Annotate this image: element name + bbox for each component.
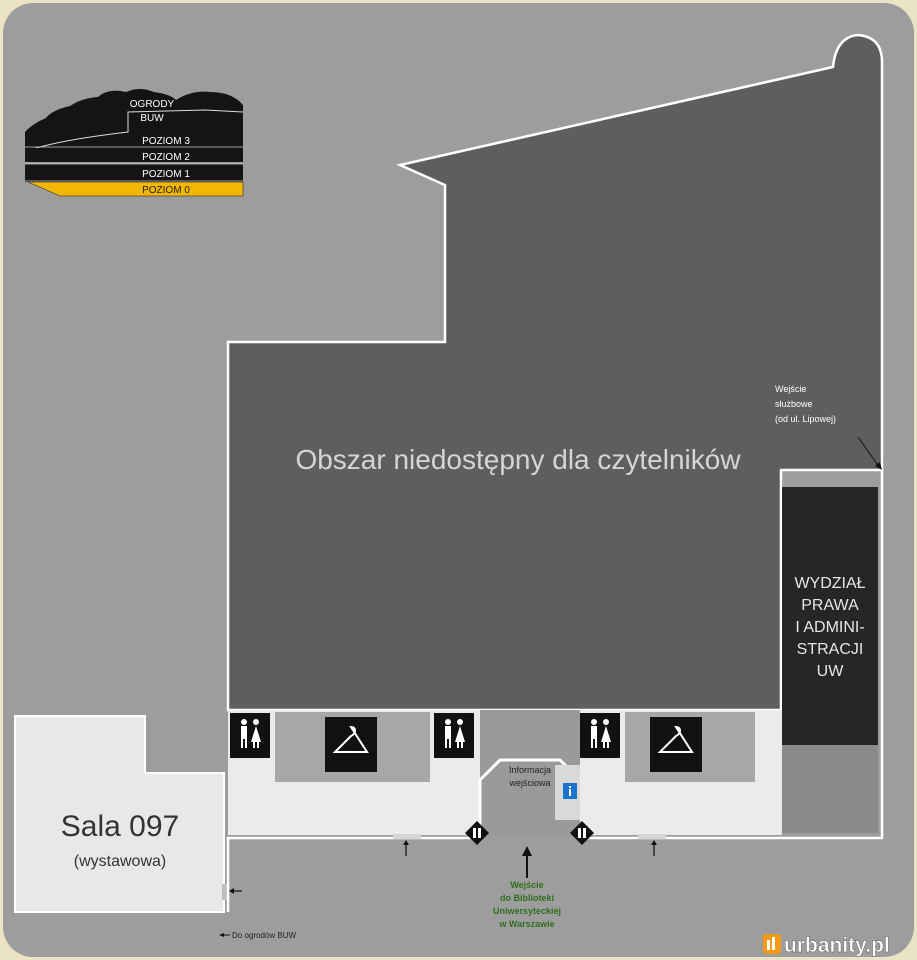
gardens-label: OGRODY (129, 99, 175, 110)
toilet-icon (230, 713, 270, 758)
faculty-block (782, 487, 878, 745)
faculty-label: STRACJI (796, 641, 864, 658)
main-entrance-label: Wejście (510, 880, 544, 890)
level-0-label[interactable]: POZIOM 0 (142, 185, 190, 196)
info-desk-label: Informacja (508, 765, 552, 775)
main-entrance-label: Uniwersyteckiej (492, 906, 562, 916)
gardens-label: BUW (140, 113, 164, 124)
watermark-text: urbanity.pl (784, 934, 890, 957)
faculty-label: PRAWA (801, 597, 859, 614)
cloakroom-icon (325, 717, 377, 772)
main-entrance-label: w Warszawie (499, 919, 555, 929)
faculty-label: I ADMINI- (795, 619, 865, 636)
toilet-icon (580, 713, 620, 758)
service-entrance-label: służbowe (775, 399, 813, 409)
hall-title: Sala 097 (60, 810, 180, 843)
level-band-1[interactable] (25, 165, 243, 181)
main-entrance-label: do Biblioteki (500, 893, 554, 903)
side-door (638, 834, 666, 839)
info-desk-label: wejściowa (509, 778, 551, 788)
faculty-label: UW (816, 663, 844, 680)
cloakroom-icon (650, 717, 702, 772)
faculty-label: WYDZIAŁ (794, 575, 866, 592)
level-3-label[interactable]: POZIOM 3 (142, 136, 190, 147)
level-band-0[interactable] (28, 182, 243, 196)
restricted-area-label: Obszar niedostępny dla czytelników (295, 444, 741, 475)
toilet-icon (434, 713, 474, 758)
info-icon (563, 783, 577, 799)
faculty-lower (782, 745, 878, 833)
level-2-label[interactable]: POZIOM 2 (142, 152, 190, 163)
hall-subtitle: (wystawowa) (73, 853, 167, 870)
gardens-exit-label: Do ogrodów BUW (232, 931, 297, 940)
level-1-label[interactable]: POZIOM 1 (142, 169, 190, 180)
side-door (393, 834, 421, 839)
service-entrance-label: Wejście (775, 384, 807, 394)
level-band-3[interactable] (25, 148, 243, 162)
service-entrance-label: (od ul. Lipowej) (775, 414, 837, 424)
